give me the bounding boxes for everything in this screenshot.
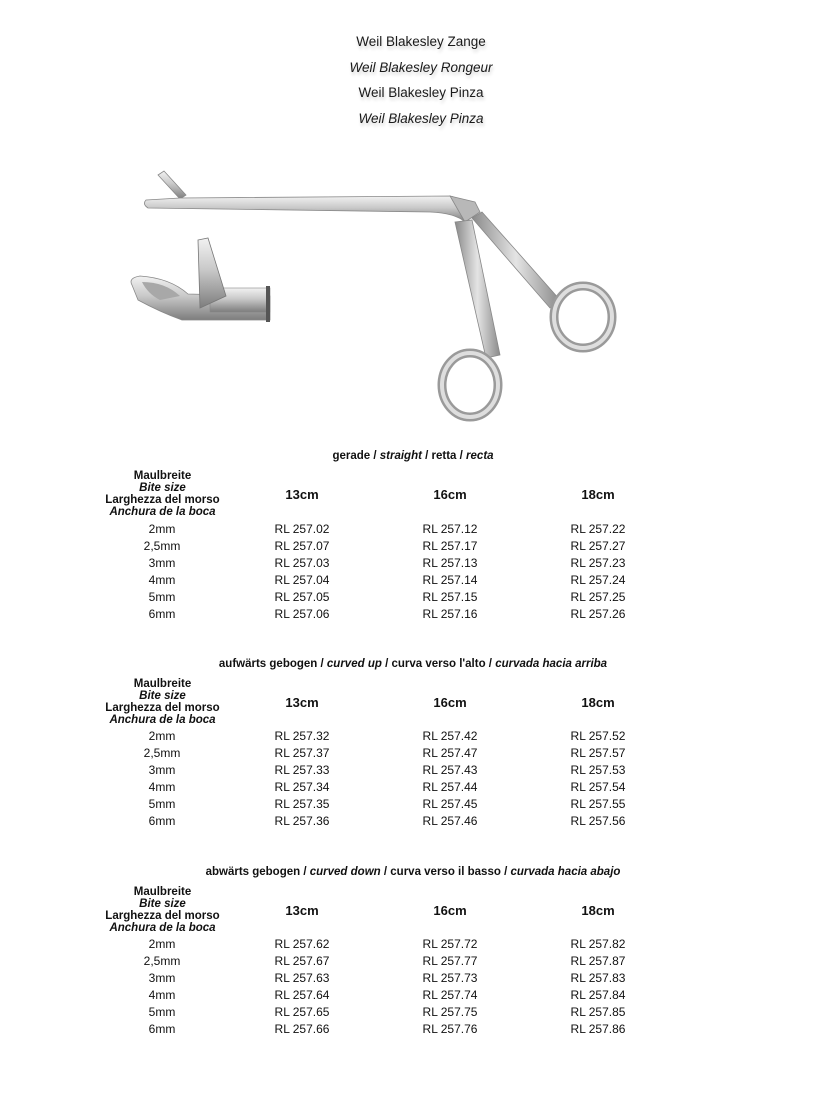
column-header-18cm: 18cm [581,903,615,918]
table-row: 5mm RL 257.65 RL 257.75 RL 257.85 [148,1005,626,1019]
table-row: 3mm RL 257.03 RL 257.13 RL 257.23 [148,556,626,570]
title-es: Weil Blakesley Pinza [358,110,484,126]
column-header-13cm: 13cm [285,903,319,918]
bite-size-header: Maulbreite Bite size Larghezza del morso Anchura de la boca [105,678,220,726]
column-header-16cm: 16cm [433,487,467,502]
table-row: 3mm RL 257.63 RL 257.73 RL 257.83 [148,971,626,985]
title-it: Weil Blakesley Pinza [358,85,484,100]
table-row: 2,5mm RL 257.07 RL 257.17 RL 257.27 [143,539,626,553]
table-row: 6mm RL 257.06 RL 257.16 RL 257.26 [148,607,626,621]
bite-size-header: Maulbreite Bite size Larghezza del morso Anchura de la boca [105,886,220,934]
column-header-13cm: 13cm [285,695,319,710]
column-header-18cm: 18cm [581,487,615,502]
table-row: 6mm RL 257.36 RL 257.46 RL 257.56 [148,814,626,828]
title-de: Weil Blakesley Zange [356,34,486,49]
column-header-18cm: 18cm [581,695,615,710]
table-row: 2mm RL 257.62 RL 257.72 RL 257.82 [148,937,626,951]
table-row: 4mm RL 257.34 RL 257.44 RL 257.54 [148,780,626,794]
section-title: aufwärts gebogen / curved up / curva verso l'alto / curvada hacia arriba [218,658,608,670]
table-row: 2,5mm RL 257.37 RL 257.47 RL 257.57 [143,746,626,760]
column-header-13cm: 13cm [285,487,319,502]
table-row: 5mm RL 257.05 RL 257.15 RL 257.25 [148,590,626,604]
column-header-16cm: 16cm [433,695,467,710]
table-row: 4mm RL 257.64 RL 257.74 RL 257.84 [148,988,626,1002]
table-row: 3mm RL 257.33 RL 257.43 RL 257.53 [148,763,626,777]
table-row: 2,5mm RL 257.67 RL 257.77 RL 257.87 [143,954,626,968]
table-row: 6mm RL 257.66 RL 257.76 RL 257.86 [148,1022,626,1036]
table-row: 5mm RL 257.35 RL 257.45 RL 257.55 [148,797,626,811]
section-title: gerade / straight / retta / recta [332,450,494,462]
product-titles [0,29,826,131]
surgical-forceps-illustration-icon [120,160,720,440]
section-title: abwärts gebogen / curved down / curva verso il basso / curvada hacia abajo [205,866,621,878]
table-row: 2mm RL 257.02 RL 257.12 RL 257.22 [148,522,626,536]
table-row: 4mm RL 257.04 RL 257.14 RL 257.24 [148,573,626,587]
title-en: Weil Blakesley Rongeur [349,59,493,75]
table-row: 2mm RL 257.32 RL 257.42 RL 257.52 [148,729,626,743]
instrument-image [120,160,720,440]
bite-size-header: Maulbreite Bite size Larghezza del morso Anchura de la boca [105,470,220,518]
column-header-16cm: 16cm [433,903,467,918]
